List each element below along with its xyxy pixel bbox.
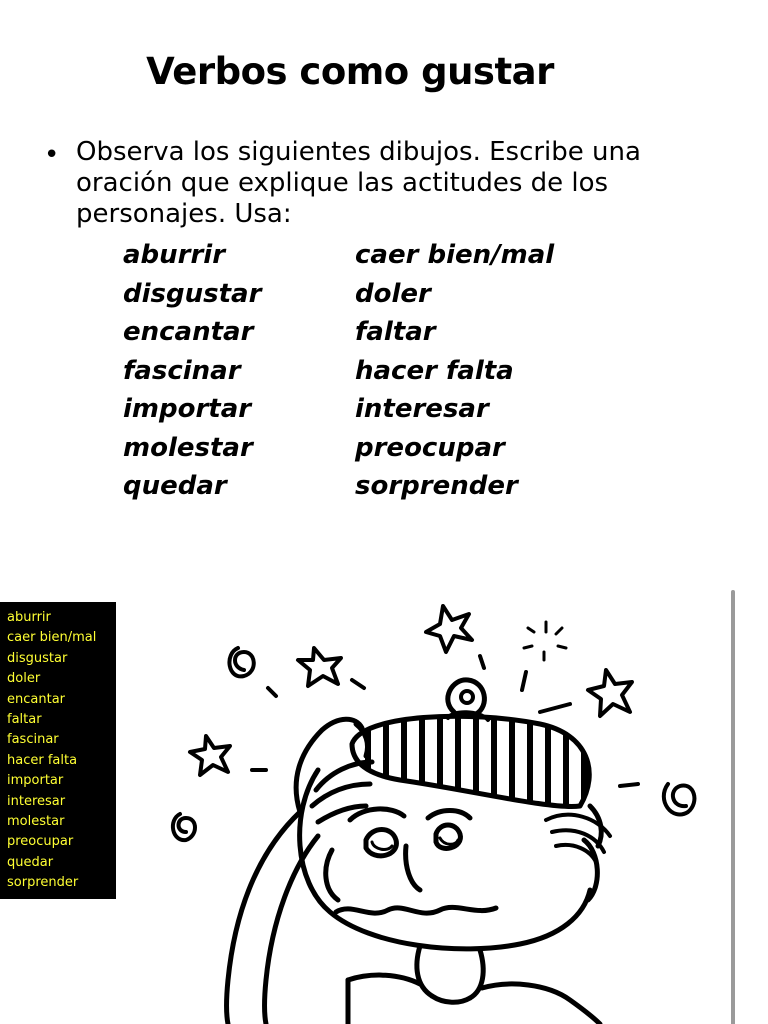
word-bank-item: aburrir [7,610,51,625]
word-bank-item: sorprender [7,875,79,891]
word-bank-item: hacer falta [7,752,78,768]
word-bank-item: encantar [7,691,65,707]
word-bank-item: disgustar [7,650,68,666]
word-bank-item: doler [7,671,41,687]
word-bank-item: importar [7,773,64,789]
word-bank-list [7,608,116,894]
verb-item: caer bien/mal [355,240,555,270]
verb-item: importar [123,394,252,424]
verb-item: doler [355,278,431,309]
verb-item: quedar [123,471,227,501]
word-bank-item: faltar [7,712,42,728]
verb-item: molestar [123,432,253,463]
word-bank-item: caer bien/mal [7,630,97,646]
bullet-icon: • [44,140,60,170]
verb-item: sorprender [355,471,518,501]
word-bank-box [0,602,116,899]
verb-item: fascinar [123,355,241,386]
word-bank-item: preocupar [7,834,74,850]
verb-list-left [123,236,261,506]
verb-item: faltar [355,317,436,347]
word-bank-item: molestar [7,814,65,830]
verb-item: disgustar [123,278,262,309]
instructions-text: Observa los siguientes dibujos. Escribe una oración que explique las actitudes de los personajes. Usa: [76,137,641,229]
dizzy-character-icon [152,588,738,1024]
word-bank-item: quedar [7,854,54,870]
verb-item: aburrir [123,240,226,270]
verb-list-right [355,236,554,506]
verb-item: hacer falta [355,355,514,386]
slide-title: Verbos como gustar [146,50,554,93]
verb-item: preocupar [355,432,505,463]
word-bank-item: fascinar [7,732,59,748]
verb-item: encantar [123,317,254,347]
word-bank-item: interesar [7,793,66,809]
verb-item: interesar [355,394,489,424]
